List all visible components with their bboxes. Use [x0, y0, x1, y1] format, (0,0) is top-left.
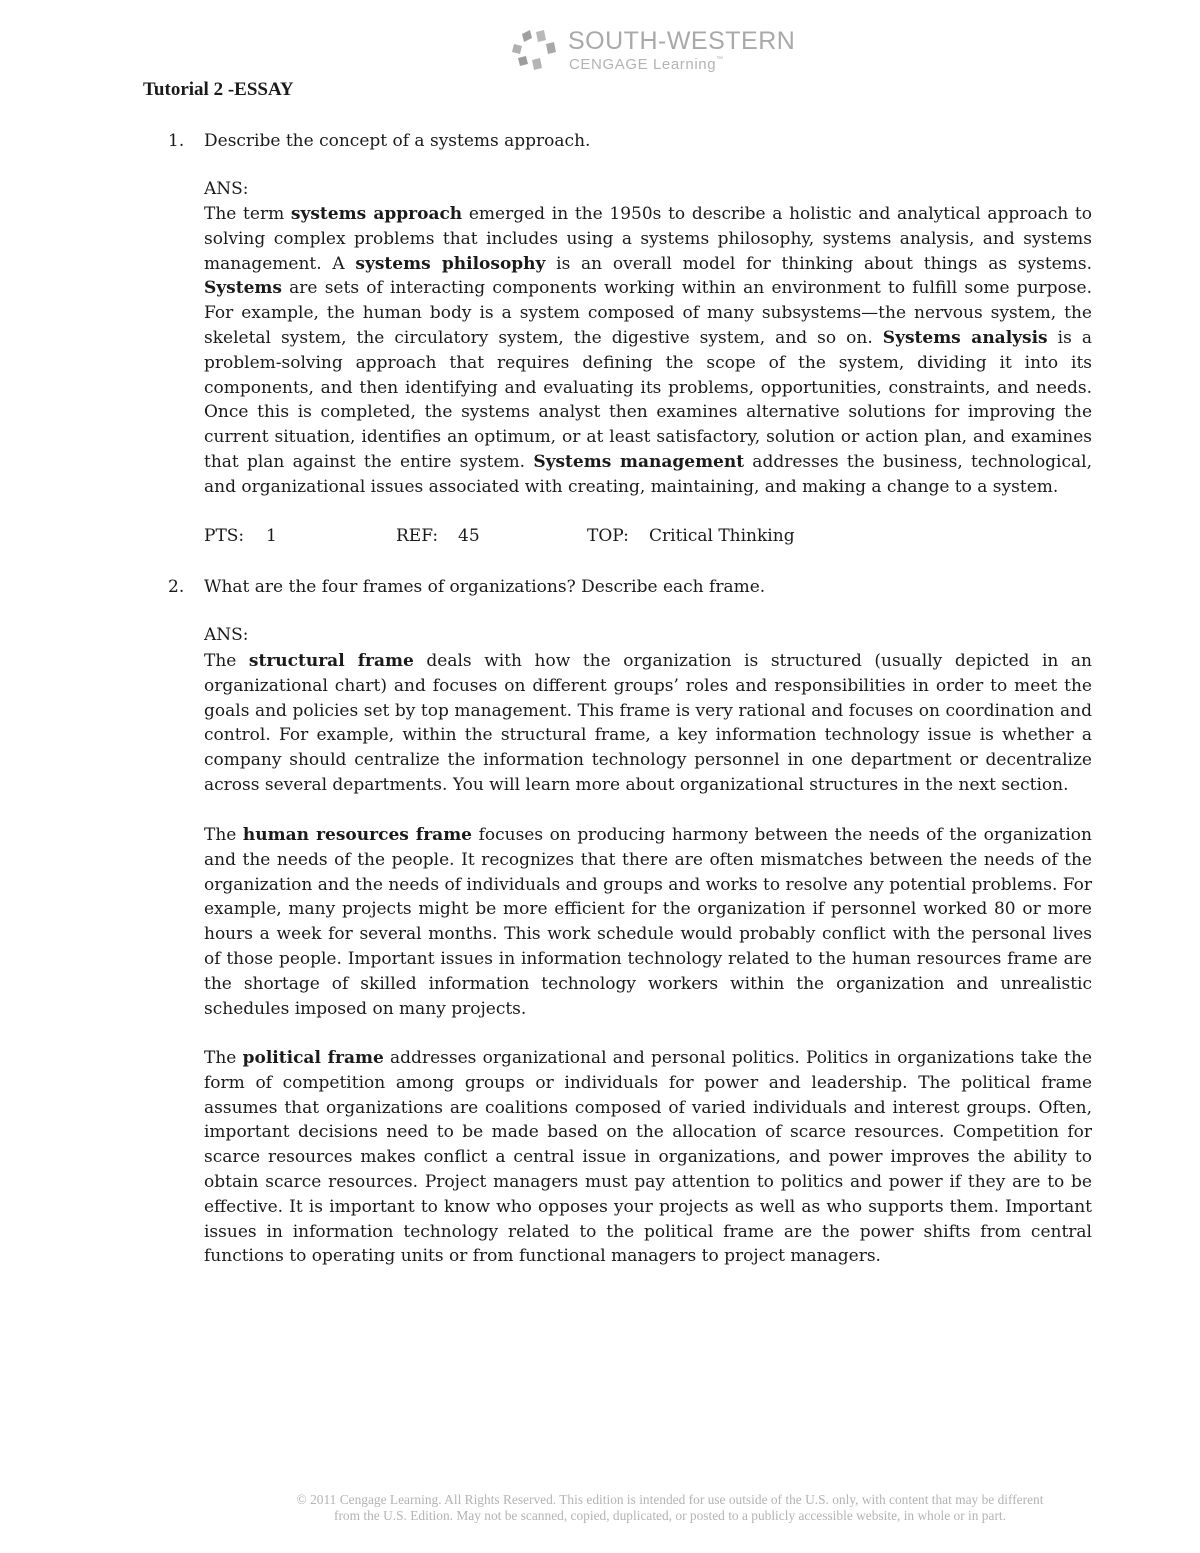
question-number: 1. — [168, 131, 185, 151]
publisher-logo — [508, 26, 798, 76]
meta-pts: PTS: 1 — [204, 526, 277, 546]
answer-1-paragraph: The term systems approach emerged in the 1950s to describe a holistic and analytical approach to solving complex problems that includes using a systems philosophy, systems analysis, and systems management. A systems philosophy is an overall model for thinking about things as systems. Systems are sets of interacting components working within an environment to fulfill some purpose. For example, the human body is a system composed of many subsystems—the nervous system, the skeletal system, the circulatory system, the digestive system, and so on. Systems analysis is a problem-solving approach that requires defining the scope of the system, dividing it into its components, and then identifying and evaluating its problems, opportunities, constraints, and needs. Once this is completed, the systems analyst then examines alternative solutions for improving the current situation, identifies an optimum, or at least satisfactory, solution or action plan, and examines that plan against the entire system. Systems management addresses the business, technological, and organizational issues associated with creating, maintaining, and making a change to a system. — [204, 204, 1092, 497]
trademark: ™ — [716, 56, 724, 63]
answer-label: ANS: — [204, 625, 249, 645]
footer-line-2: from the U.S. Edition. May not be scanned, copied, duplicated, or posted to a publicly accessible website, in whole or in part. — [334, 1508, 1006, 1523]
political-frame-paragraph: The political frame addresses organizational and personal politics. Politics in organizations take the form of competition among groups or individuals for power and leadership. The political frame assumes that organizations are coalitions composed of varied individuals and interest groups. Often, important decisions need to be made based on the allocation of scarce resources. Competition for scarce resources makes conflict a central issue in organizations, and power improves the ability to obtain scarce resources. Project managers must pay attention to politics and power if they are to be effective. It is important to know who opposes your projects as well as who supports them. Important issues in information technology related to the political frame are the power shifts from central functions to operating units or from functional managers to project managers. — [204, 1048, 1092, 1267]
answer-label: ANS: — [204, 179, 249, 199]
cengage-mark-icon — [508, 28, 560, 72]
meta-ref: REF: 45 — [396, 526, 480, 546]
question-number: 2. — [168, 577, 185, 597]
footer-line-1: © 2011 Cengage Learning. All Rights Reserved. This edition is intended for use outside of the U.S. only, with content that may be different — [296, 1492, 1044, 1507]
structural-frame-paragraph: The structural frame deals with how the organization is structured (usually depicted in an organizational chart) and focuses on different groups’ roles and responsibilities in order to meet the goals and policies set by top management. This frame is very rational and focuses on coordination and control. For example, within the structural frame, a key information technology issue is whether a company should centralize the information technology personnel in one department or decentralize across several departments. You will learn more about organizational structures in the next section. — [204, 651, 1092, 795]
meta-topic: TOP: Critical Thinking — [587, 526, 795, 546]
human-resources-frame-paragraph: The human resources frame focuses on producing harmony between the needs of the organization and the needs of the people. It recognizes that there are often mismatches between the needs of the organization and the needs of individuals and groups and works to resolve any potential problems. For example, many projects might be more efficient for the organization if personnel worked 80 or more hours a week for several months. This work schedule would probably conflict with the personal lives of those people. Important issues in information technology related to the human resources frame are the shortage of skilled information technology workers within the organization and unrealistic schedules imposed on many projects. — [204, 825, 1092, 1019]
copyright-footer — [150, 1492, 1190, 1524]
brand-primary: SOUTH-WESTERN — [568, 27, 796, 55]
document-title: Tutorial 2 -ESSAY — [143, 79, 294, 100]
question-2 — [168, 575, 765, 600]
question-text: Describe the concept of a systems approach. — [204, 131, 591, 151]
question-1 — [168, 129, 590, 154]
brand-secondary: CENGAGE Learning™ — [569, 56, 724, 73]
question-text: What are the four frames of organizations? Describe each frame. — [204, 577, 766, 597]
